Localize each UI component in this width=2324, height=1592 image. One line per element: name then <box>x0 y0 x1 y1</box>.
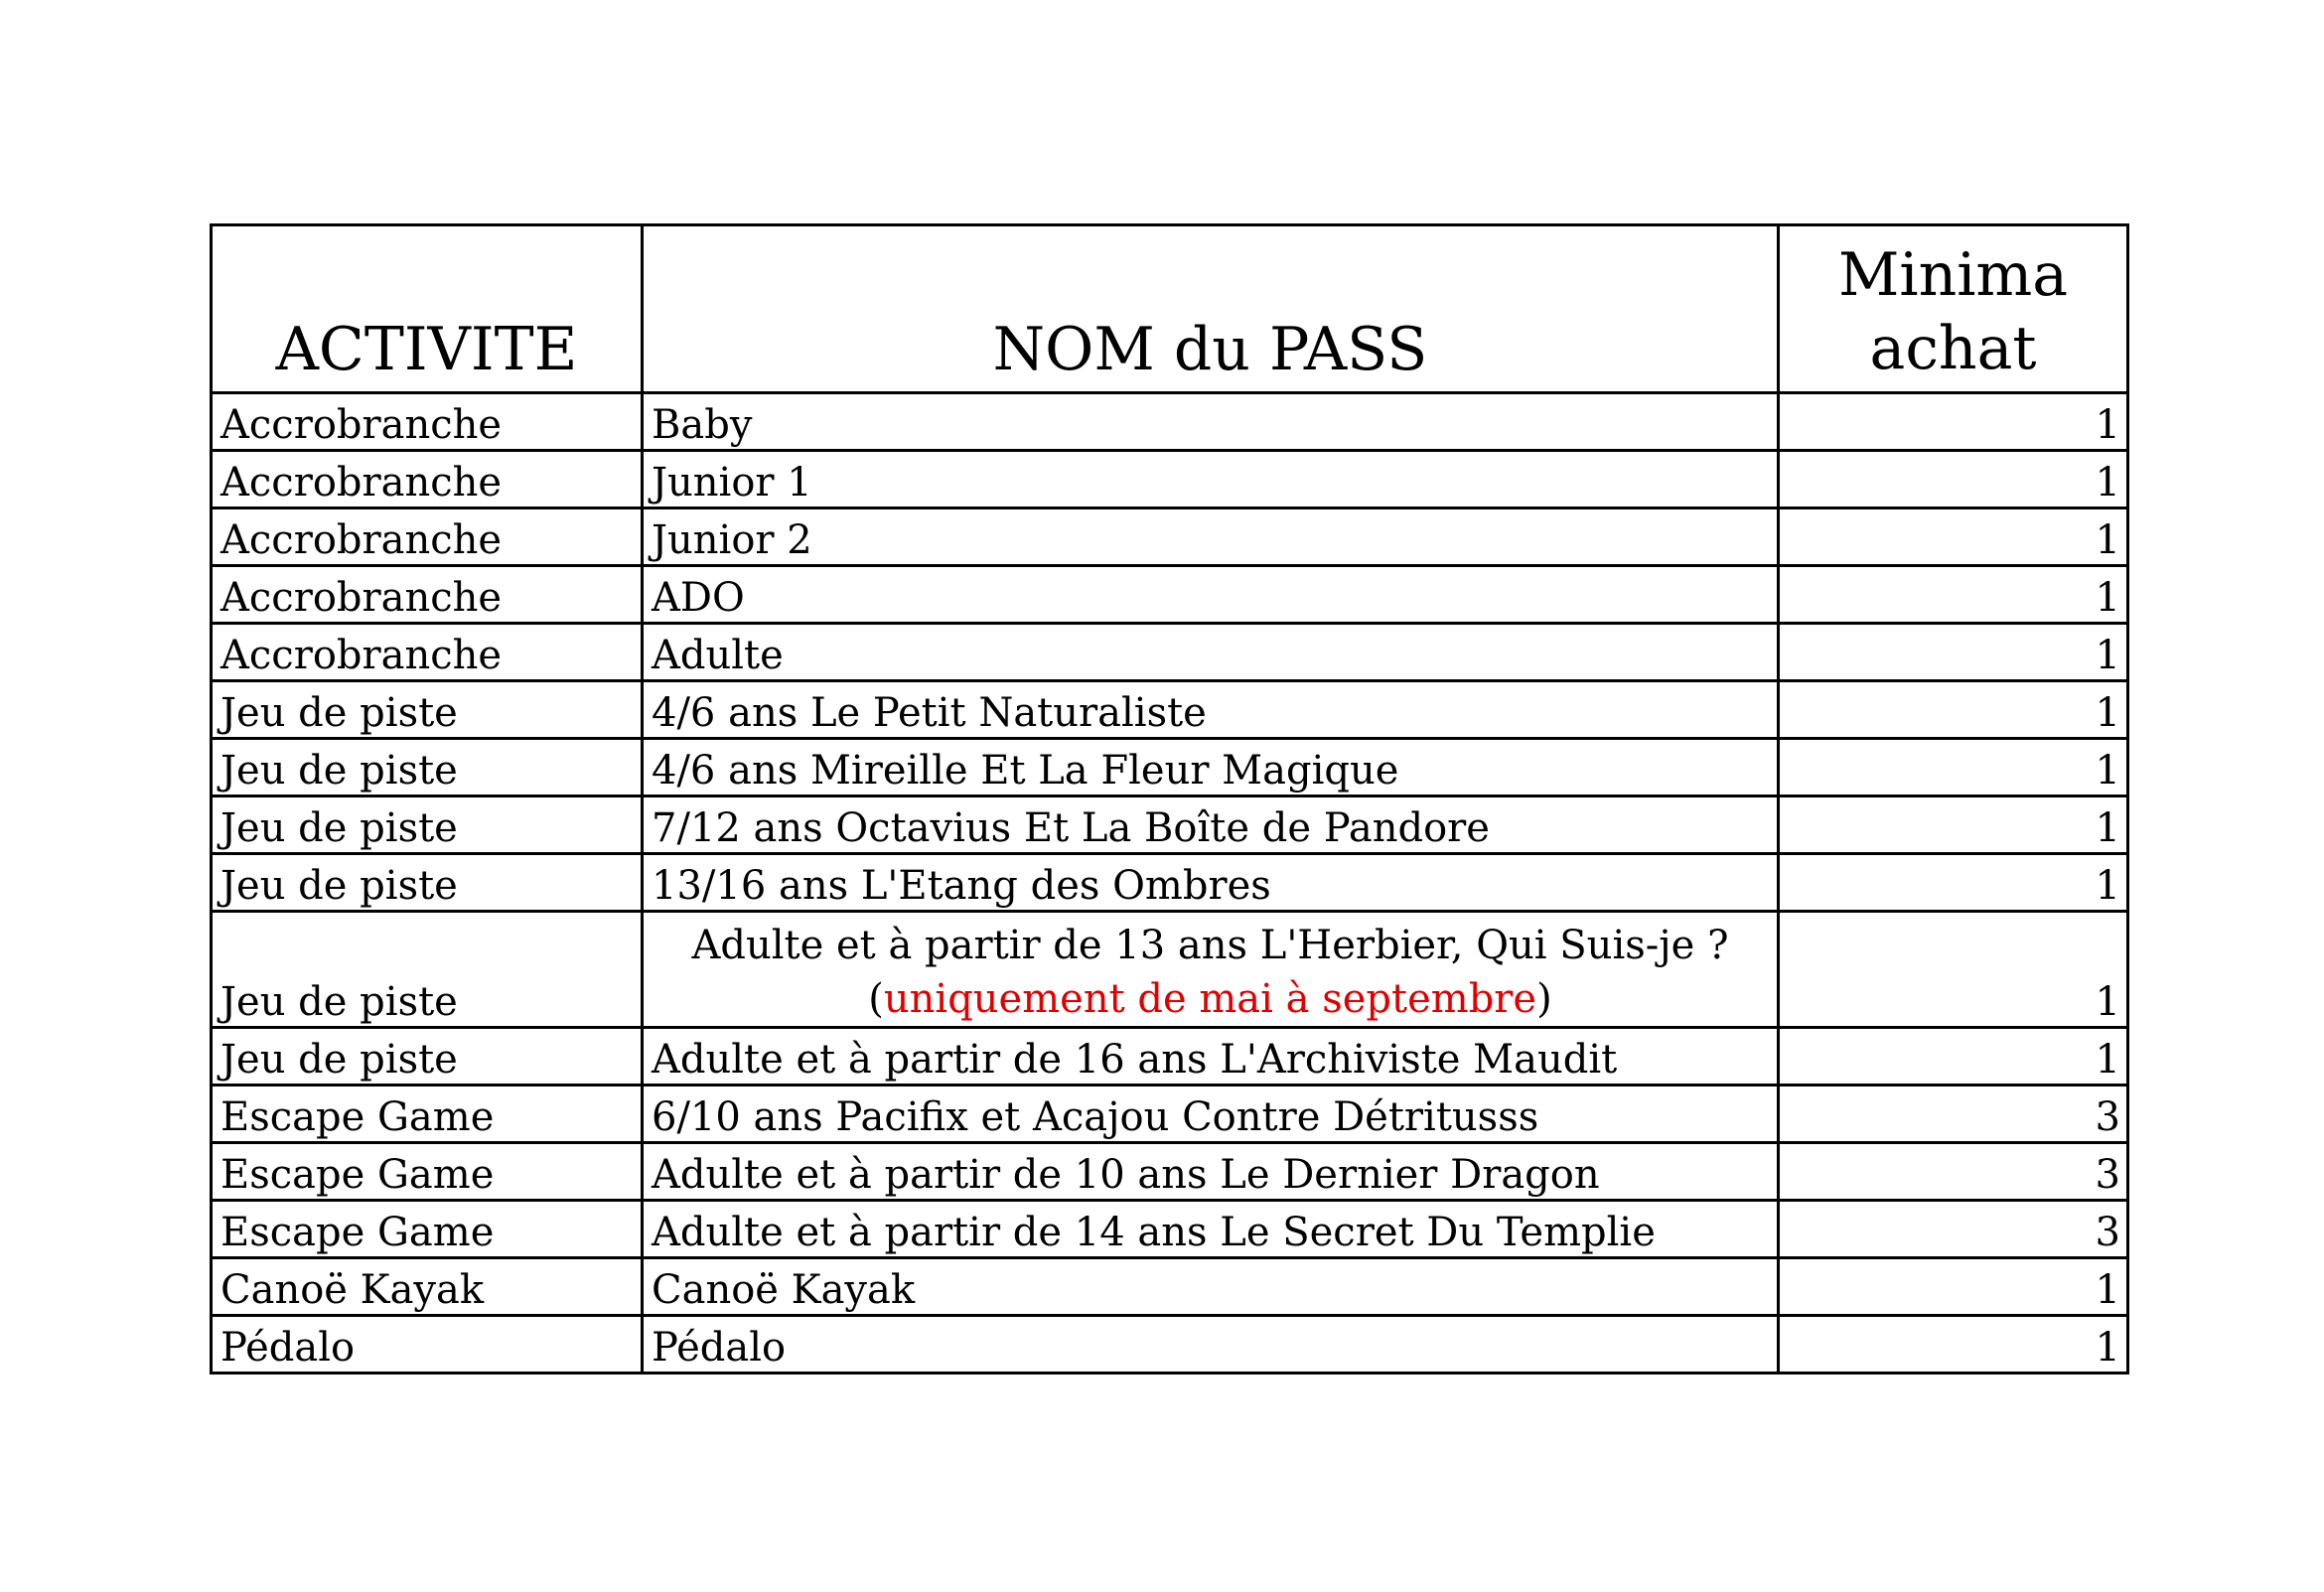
cell-activite: Escape Game <box>212 1201 643 1258</box>
table-row <box>212 1258 2128 1316</box>
table-row <box>212 1085 2128 1143</box>
cell-activite: Accrobranche <box>212 393 643 451</box>
cell-nom: 7/12 ans Octavius Et La Boîte de Pandore <box>643 796 1779 854</box>
cell-minima: 1 <box>1779 393 2128 451</box>
cell-activite: Jeu de piste <box>212 1028 643 1085</box>
cell-nom: 4/6 ans Le Petit Naturaliste <box>643 681 1779 739</box>
header-row <box>212 225 2128 393</box>
table-row <box>212 624 2128 681</box>
cell-minima: 1 <box>1779 624 2128 681</box>
cell-activite: Escape Game <box>212 1143 643 1201</box>
cell-minima: 1 <box>1779 739 2128 796</box>
cell-activite: Jeu de piste <box>212 739 643 796</box>
cell-nom: Adulte et à partir de 14 ans Le Secret Du Templie <box>643 1201 1779 1258</box>
cell-minima: 3 <box>1779 1085 2128 1143</box>
cell-nom: 4/6 ans Mireille Et La Fleur Magique <box>643 739 1779 796</box>
cell-activite: Accrobranche <box>212 624 643 681</box>
table-row <box>212 1201 2128 1258</box>
cell-activite: Escape Game <box>212 1085 643 1143</box>
cell-minima: 1 <box>1779 912 2128 1028</box>
cell-minima: 1 <box>1779 451 2128 508</box>
cell-activite: Accrobranche <box>212 566 643 624</box>
cell-nom: Canoë Kayak <box>643 1258 1779 1316</box>
cell-nom: Adulte et à partir de 10 ans Le Dernier Dragon <box>643 1143 1779 1201</box>
table-row <box>212 451 2128 508</box>
cell-activite: Canoë Kayak <box>212 1258 643 1316</box>
cell-nom-paren-close: ) <box>1536 976 1552 1022</box>
cell-minima: 1 <box>1779 1316 2128 1374</box>
table-row <box>212 739 2128 796</box>
cell-minima: 1 <box>1779 1258 2128 1316</box>
cell-nom <box>643 912 1779 1028</box>
cell-nom-text: Adulte et à partir de 13 ans L'Herbier, Qui Suis-je ? <box>691 923 1729 968</box>
cell-minima: 3 <box>1779 1143 2128 1201</box>
cell-nom: Junior 1 <box>643 451 1779 508</box>
cell-activite: Jeu de piste <box>212 681 643 739</box>
table-row <box>212 566 2128 624</box>
table-row <box>212 796 2128 854</box>
cell-minima: 1 <box>1779 796 2128 854</box>
header-nom-du-pass: NOM du PASS <box>643 225 1779 393</box>
pass-table <box>210 223 2129 1375</box>
cell-activite: Accrobranche <box>212 508 643 566</box>
cell-minima: 1 <box>1779 1028 2128 1085</box>
table-row <box>212 854 2128 912</box>
cell-activite: Jeu de piste <box>212 854 643 912</box>
cell-minima: 1 <box>1779 508 2128 566</box>
table-row <box>212 1143 2128 1201</box>
table-row <box>212 508 2128 566</box>
header-minima-achat: Minima achat <box>1779 225 2128 393</box>
table-row <box>212 1028 2128 1085</box>
table-row <box>212 1316 2128 1374</box>
cell-activite: Pédalo <box>212 1316 643 1374</box>
cell-nom: Baby <box>643 393 1779 451</box>
cell-nom: Adulte et à partir de 16 ans L'Archiviste Maudit <box>643 1028 1779 1085</box>
cell-nom: 13/16 ans L'Etang des Ombres <box>643 854 1779 912</box>
cell-activite: Jeu de piste <box>212 912 643 1028</box>
cell-minima: 3 <box>1779 1201 2128 1258</box>
cell-nom: Adulte <box>643 624 1779 681</box>
cell-minima: 1 <box>1779 566 2128 624</box>
cell-minima: 1 <box>1779 681 2128 739</box>
cell-nom-paren-open: ( <box>868 976 884 1022</box>
cell-activite: Jeu de piste <box>212 796 643 854</box>
table-row <box>212 393 2128 451</box>
cell-nom: ADO <box>643 566 1779 624</box>
header-activite: ACTIVITE <box>212 225 643 393</box>
cell-nom: Junior 2 <box>643 508 1779 566</box>
table-row <box>212 912 2128 1028</box>
cell-minima: 1 <box>1779 854 2128 912</box>
cell-nom: Pédalo <box>643 1316 1779 1374</box>
cell-nom: 6/10 ans Pacifix et Acajou Contre Détritusss <box>643 1085 1779 1143</box>
cell-nom-note: uniquement de mai à septembre <box>883 976 1537 1022</box>
cell-activite: Accrobranche <box>212 451 643 508</box>
table-row <box>212 681 2128 739</box>
